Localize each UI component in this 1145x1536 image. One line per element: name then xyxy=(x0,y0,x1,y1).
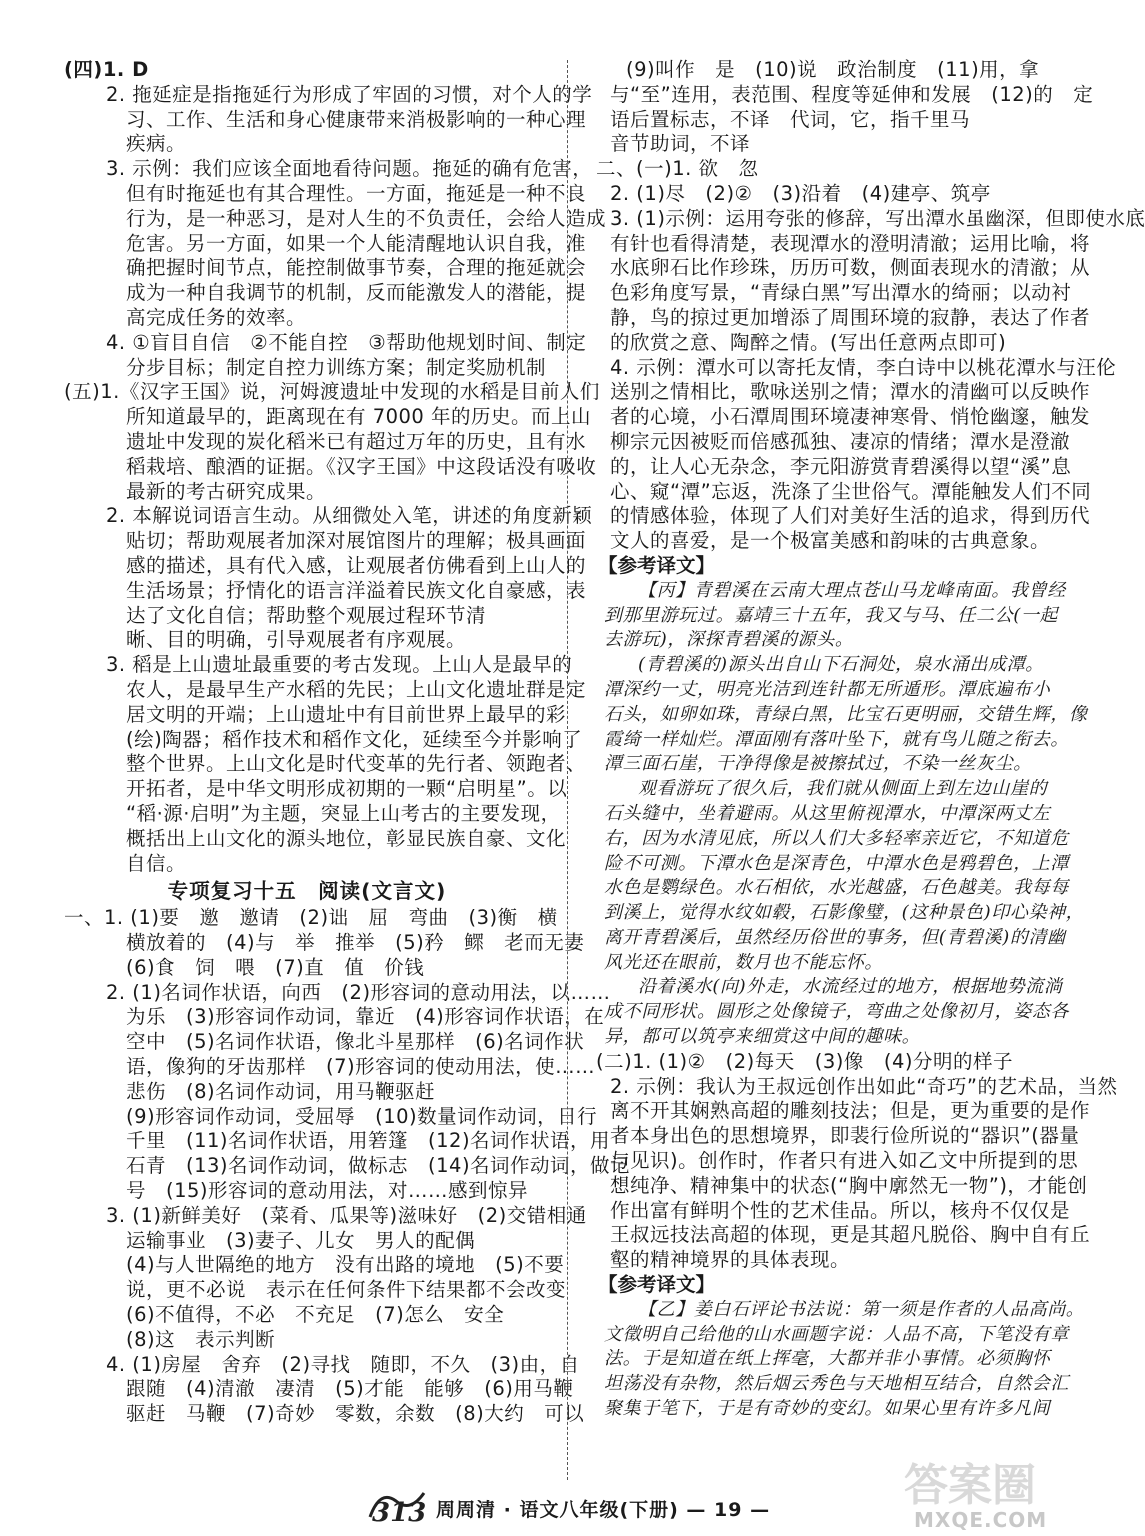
answer-line: 2. 示例：我认为王叔远创作出如此“奇巧”的艺术品，当然 xyxy=(610,1074,1118,1098)
translation-line: 霞绮一样灿烂。潭面刚有落叶坠下，就有鸟儿随之衔去。 xyxy=(604,728,1069,750)
right-column xyxy=(596,58,1145,1422)
reference-translation-heading: 【参考译文】 xyxy=(598,1273,716,1297)
answer-line: (9)形容词作动词，受屈辱 (10)数量词作动词，日行 xyxy=(126,1104,598,1128)
answer-line: 4. (1)房屋 舍弃 (2)寻找 随即，不久 (3)由，自 xyxy=(106,1352,580,1376)
logo-text: 313 xyxy=(372,1498,427,1528)
translation-line: 观看游玩了很久后，我们就从侧面上到左边山崖的 xyxy=(638,778,1048,800)
translation-line: 【丙】青碧溪在云南大理点苍山马龙峰南面。我曾经 xyxy=(638,579,1066,601)
answer-line: 离不开其娴熟高超的雕刻技法；但是，更为重要的是作 xyxy=(610,1099,1091,1123)
answer-line: 文人的喜爱，是一个极富美感和韵味的古典意象。 xyxy=(610,529,1051,553)
answer-line: 自信。 xyxy=(126,851,187,875)
answer-line: 感的描述，具有代入感，让观展者仿佛看到上山人的 xyxy=(126,553,587,577)
answer-line: 色彩角度写景，“青绿白黑”写出潭水的绮丽；以动衬 xyxy=(610,281,1072,305)
answer-line: 石青 (13)名词作动词，做标志 (14)名词作动词，做记 xyxy=(126,1154,631,1178)
translation-line: 潭深约一丈，明亮光洁到连针都无所遁形。潭底遍布小 xyxy=(604,678,1051,700)
answer-line: 壑的精神境界的具体表现。 xyxy=(610,1248,851,1272)
answer-line: 音节助词，不译 xyxy=(610,132,751,156)
section-title: 专项复习十五 阅读(文言文) xyxy=(167,879,447,904)
translation-line: 去游玩)，深探青碧溪的源头。 xyxy=(604,629,854,651)
answer-line: 驱赶 马鞭 (7)奇妙 零数，余数 (8)大约 可以 xyxy=(126,1402,585,1426)
answer-line: 生活场景；抒情化的语言洋溢着民族文化自豪感，表 xyxy=(126,578,587,602)
answer-line: 跟随 (4)清澈 凄清 (5)才能 能够 (6)用马鞭 xyxy=(126,1377,574,1401)
answer-line: 危害。另一方面，如果一个人能清醒地认识自我，准 xyxy=(126,231,587,255)
column-divider xyxy=(567,60,568,1480)
answer-line: 为乐 (3)形容词作动词，靠近 (4)形容词作状语，在 xyxy=(126,1005,605,1029)
answer-line: 送别之情相比，歌咏送别之情；潭水的清幽可以反映作 xyxy=(610,380,1091,404)
answer-line: 2. (1)名词作状语，向西 (2)形容词的意动用法，以…… xyxy=(106,980,611,1004)
answer-line: 静，鸟的掠过更加增添了周围环境的寂静，表达了作者 xyxy=(610,305,1091,329)
answer-line: 语后置标志，不译 代词，它，指千里马 xyxy=(610,107,971,131)
answer-line: 想纯净、精神集中的状态(“胸中廓然无一物”)，才能创 xyxy=(610,1173,1088,1197)
answer-line: 王叔远技法高超的体现，更是其超凡脱俗、胸中自有丘 xyxy=(610,1223,1091,1247)
answer-line: 概括出上山文化的源头地位，彰显民族自豪、文化 xyxy=(126,826,567,850)
answer-line: “稻·源·启明”为主题，突显上山考古的主要发现， xyxy=(126,801,561,825)
translation-line: 石头缝中，坐着避雨。从这里俯视潭水，中潭深两丈左 xyxy=(604,802,1051,824)
answer-line: (二)1. (1)② (2)每天 (3)像 (4)分明的样子 xyxy=(596,1049,1013,1073)
reference-translation-heading: 【参考译文】 xyxy=(598,553,716,577)
answer-line: 的情感体验，体现了人们对美好生活的追求，得到历代 xyxy=(610,504,1091,528)
answer-line: 达了文化自信；帮助整个观展过程环节清 xyxy=(126,603,487,627)
answer-line: 整个世界。上山文化是时代变革的先行者、领跑者、 xyxy=(126,752,587,776)
publisher-logo xyxy=(366,1487,428,1527)
answer-line: 心、窥“潭”忘返，洗涤了尘世俗气。潭能触发人们不同 xyxy=(610,479,1092,503)
translation-line: 坦荡没有杂物，然后烟云秀色与天地相互结合，自然会汇 xyxy=(604,1373,1069,1395)
answer-line: 农人，是最早生产水稻的先民；上山文化遗址群是定 xyxy=(126,677,587,701)
answer-line: 的欣赏之意、陶醉之情。(写出任意两点即可) xyxy=(610,330,1007,354)
translation-line: 潭三面石崖，干净得像是被擦拭过，不染一丝灰尘。 xyxy=(604,753,1032,775)
answer-line: 居文明的开端；上山遗址中有目前世界上最早的彩 xyxy=(126,702,567,726)
translation-line: 风光还在眼前，数月也不能忘怀。 xyxy=(604,951,883,973)
answer-line: 高完成任务的效率。 xyxy=(126,305,307,329)
answer-line: (6)不值得，不必 不充足 (7)怎么 安全 xyxy=(126,1303,505,1327)
watermark-glyph: 答案圈 xyxy=(904,1460,1036,1511)
translation-line: 法。于是知道在纸上挥毫，大都并非小事情。必须胸怀 xyxy=(604,1348,1051,1370)
answer-line: 作出富有鲜明个性的艺术佳品。所以，核舟不仅仅是 xyxy=(610,1198,1071,1222)
answer-line: 有针也看得清楚，表现潭水的澄明清澈；运用比喻，将 xyxy=(610,231,1091,255)
answer-line: 3. (1)示例：运用夸张的修辞，写出潭水虽幽深，但即使水底 xyxy=(610,206,1145,230)
answer-line: (4)与人世隔绝的地方 没有出路的境地 (5)不要 xyxy=(126,1253,565,1277)
answer-line: 千里 (11)名词作状语，用箬篷 (12)名词作状语，用 xyxy=(126,1129,611,1153)
translation-line: 石头，如卵如珠，青绿白黑，比宝石更明丽，交错生辉，像 xyxy=(604,703,1088,725)
answer-line: 与“至”连用，表范围、程度等延伸和发展 (12)的 定 xyxy=(610,82,1094,106)
translation-line: 聚集于笔下，于是有奇妙的变幻。如果心里有许多凡间 xyxy=(604,1398,1051,1420)
answer-line: (6)食 饲 喂 (7)直 值 价钱 xyxy=(126,955,425,979)
answer-line: 确把握时间节点，能控制做事节奏，合理的拖延就会 xyxy=(126,256,587,280)
answer-line: 2. 拖延症是指拖延行为形成了牢固的习惯，对个人的学 xyxy=(106,82,593,106)
footer-title: 周周清 · 语文八年级(下册) — 19 — xyxy=(436,1499,771,1521)
answer-line: 号 (15)形容词的意动用法，对……感到惊异 xyxy=(126,1179,529,1203)
answer-line: 3. 示例：我们应该全面地看待问题。拖延的确有危害， xyxy=(106,157,593,181)
translation-line: 水色是鹦绿色。水石相依，水光越盛，石色越美。我每每 xyxy=(604,877,1069,899)
translation-line: 右，因为水清见底，所以人们大多轻率亲近它，不知道危 xyxy=(604,827,1069,849)
answer-line: 但有时拖延也有其合理性。一方面，拖延是一种不良 xyxy=(126,181,587,205)
watermark-icon xyxy=(900,1452,1070,1512)
left-column xyxy=(64,58,631,1427)
answer-line: 一、1. (1)要 邀 邀请 (2)诎 屈 弯曲 (3)衡 横 xyxy=(64,906,558,930)
answer-line: 者本身出色的思想境界，即裴行俭所说的“器识”(器量 xyxy=(610,1124,1080,1148)
translation-line: 到溪上，觉得水纹如毂，石影像璧，(这种景色)印心染神， xyxy=(604,902,1085,924)
answer-line: 2. (1)尽 (2)② (3)沿着 (4)建亭、筑亭 xyxy=(610,181,991,205)
answer-line: 4. 示例：潭水可以寄托友情，李白诗中以桃花潭水与汪伦 xyxy=(610,355,1117,379)
answer-line: 4. ①盲目自信 ②不能自控 ③帮助他规划时间、制定 xyxy=(106,330,587,354)
answer-line: 行为，是一种恶习，是对人生的不负责任，会给人造成 xyxy=(126,206,607,230)
answer-line: 贴切；帮助观展者加深对展馆图片的理解；极具画面 xyxy=(126,529,587,553)
answer-line: 与见识)。创作时，作者只有进入如乙文中所提到的思 xyxy=(610,1149,1079,1173)
translation-line: (青碧溪的)源头出自山下石洞处，泉水涌出成潭。 xyxy=(638,654,1044,676)
translation-line: 险不可测。下潭水色是深青色，中潭水色是鸦碧色，上潭 xyxy=(604,852,1069,874)
watermark-text: MXQE.COM xyxy=(914,1508,1048,1532)
answer-line: 横放着的 (4)与 举 推举 (5)矜 鳏 老而无妻 xyxy=(126,931,585,955)
translation-line: 沿着溪水(向)外走，水流经过的地方，根据地势流淌 xyxy=(638,976,1063,998)
translation-line: 异，都可以筑亭来细赏这中间的趣味。 xyxy=(604,1026,921,1048)
answer-line: (四)1. D xyxy=(64,58,149,81)
answer-line: 疾病。 xyxy=(126,132,187,156)
answer-line: 习、工作、生活和身心健康带来消极影响的一种心理 xyxy=(126,107,587,131)
answer-line: 水底卵石比作珍珠，历历可数，侧面表现水的清澈；从 xyxy=(610,256,1091,280)
answer-line: 所知道最早的，距离现在有 7000 年的历史。而上山 xyxy=(126,405,592,429)
answer-line: (9)叫作 是 (10)说 政治制度 (11)用，拿 xyxy=(626,58,1040,81)
answer-line: 的，让人心无杂念，李元阳游赏青碧溪得以望“溪”息 xyxy=(610,454,1072,478)
translation-line: 成不同形状。圆形之处像镜子，弯曲之处像初月，姿态各 xyxy=(604,1001,1069,1023)
translation-line: 离开青碧溪后，虽然经历俗世的事务，但(青碧溪)的清幽 xyxy=(604,926,1066,948)
answer-line: 成为一种自我调节的机制，反而能激发人的潜能，提 xyxy=(126,281,587,305)
answer-line: 者的心境，小石潭周围环境凄神寒骨、悄怆幽邃，触发 xyxy=(610,405,1091,429)
page-footer xyxy=(366,1487,786,1527)
answer-line: 最新的考古研究成果。 xyxy=(126,479,327,503)
answer-line: 二、(一)1. 欲 忽 xyxy=(596,157,759,181)
answer-line: 分步目标；制定自控力训练方案；制定奖励机制 xyxy=(126,355,547,379)
translation-line: 到那里游玩过。嘉靖三十五年，我又与马、任二公(一起 xyxy=(604,604,1059,626)
answer-line: 运输事业 (3)妻子、儿女 男人的配偶 xyxy=(126,1228,476,1252)
answer-line: 3. (1)新鲜美好 (菜肴、瓜果等)滋味好 (2)交错相通 xyxy=(106,1203,587,1227)
answer-line: (8)这 表示判断 xyxy=(126,1327,276,1351)
watermark xyxy=(900,1452,1070,1532)
answer-line: 悲伤 (8)名词作动词，用马鞭驱赶 xyxy=(126,1079,436,1103)
answer-line: 柳宗元因被贬而倍感孤独、凄凉的情绪；潭水是澄澈 xyxy=(610,429,1071,453)
translation-line: 【乙】姜白石评论书法说：第一须是作者的人品高尚。 xyxy=(638,1298,1085,1320)
answer-line: (绘)陶器；稻作技术和稻作文化，延续至今并影响了 xyxy=(126,727,583,751)
answer-line: 2. 本解说词语言生动。从细微处入笔，讲述的角度新颖 xyxy=(106,504,593,528)
answer-line: 说，更不必说 表示在任何条件下结果都不会改变 xyxy=(126,1278,567,1302)
answer-line: 语，像狗的牙齿那样 (7)形容词的使动用法，使…… xyxy=(126,1055,596,1079)
answer-line: 开拓者，是中华文明形成初期的一颗“启明星”。以 xyxy=(126,777,568,801)
answer-line: 稻栽培、酿酒的证据。《汉字王国》中这段话没有吸收 xyxy=(126,454,597,478)
answer-line: 3. 稻是上山遗址最重要的考古发现。上山人是最早的 xyxy=(106,653,573,677)
answer-line: (五)1.《汉字王国》说，河姆渡遗址中发现的水稻是目前人们 xyxy=(64,380,600,404)
answer-line: 晰、目的明确，引导观展者有序观展。 xyxy=(126,628,467,652)
translation-line: 文徵明自己给他的山水画题字说：人品不高，下笔没有章 xyxy=(604,1323,1069,1345)
answer-line: 遗址中发现的炭化稻米已有超过万年的历史，且有水 xyxy=(126,429,587,453)
answer-line: 空中 (5)名词作状语，像北斗星那样 (6)名词作状 xyxy=(126,1030,585,1054)
